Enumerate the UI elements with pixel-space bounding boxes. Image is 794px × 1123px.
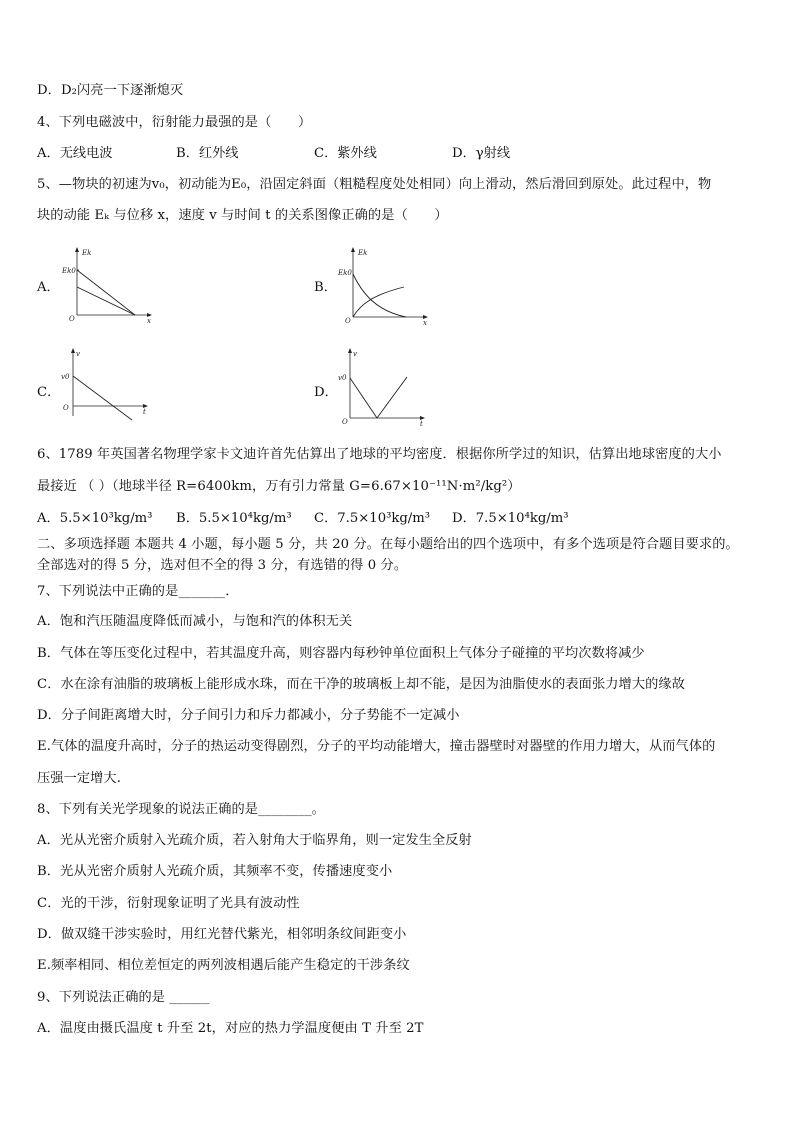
q7-option-a: A．饱和汽压随温度降低而减小，与饱和汽的体积无关 <box>37 614 353 629</box>
graph-b-xlabel: x <box>423 319 427 327</box>
graph-a-ylabel: Ek <box>82 249 92 257</box>
graph-d <box>335 346 435 426</box>
graph-c-ylabel: v <box>76 350 80 358</box>
q6-option-a: A．5.5×10³kg/m³ <box>37 511 153 526</box>
graph-b <box>338 245 438 325</box>
graph-c-xlabel: t <box>143 408 146 416</box>
graph-b-ylabel: Ek <box>358 249 368 257</box>
graph-d-origin: O <box>342 418 348 426</box>
q7-option-c: C．水在涂有油脂的玻璃板上能形成水珠，而在干净的玻璃板上却不能，是因为油脂使水的表面张力增大的缘故 <box>37 677 685 692</box>
section-2-heading-line2: 全部选对的得 5 分，选对但不全的得 3 分，有选错的得 0 分。 <box>37 558 408 573</box>
graph-c-origin: O <box>63 404 69 412</box>
question-9: 9、下列说法正确的是 ______ <box>37 990 210 1005</box>
graph-a-origin: O <box>69 315 75 323</box>
graph-b-origin: O <box>345 317 351 325</box>
question-5-line2: 块的动能 Eₖ 与位移 x，速度 v 与时间 t 的关系图像正确的是（ ） <box>37 208 448 223</box>
graph-c-label: C． <box>37 385 61 400</box>
graph-a-xlabel: x <box>147 317 151 325</box>
q8-option-a: A．光从光密介质射入光疏介质，若入射角大于临界角，则一定发生全反射 <box>37 833 472 848</box>
question-4: 4、下列电磁波中，衍射能力最强的是（ ） <box>37 115 312 130</box>
graph-c-y0: v0 <box>61 373 70 381</box>
q7-option-e-line1: E.气体的温度升高时，分子的热运动变得剧烈，分子的平均动能增大，撞击器壁时对器壁的作用力增大，从而气体的 <box>37 739 716 754</box>
question-6-line2: 最接近 （ ）（地球半径 R=6400km，万有引力常量 G=6.67×10⁻¹¹N·m²/kg²） <box>37 479 521 494</box>
question-5-line1: 5、—物块的初速为v₀，初动能为E₀，沿固定斜面（粗糙程度处处相同）向上滑动，然后滑回到原处。此过程中，物 <box>37 177 712 192</box>
q7-option-d: D．分子间距离增大时，分子间引力和斥力都减小，分子势能不一定减小 <box>37 708 460 723</box>
q7-option-b: B．气体在等压变化过程中，若其温度升高，则容器内每秒钟单位面积上气体分子碰撞的平均次数将减少 <box>37 646 645 661</box>
prev-option-d: D．D₂闪亮一下逐渐熄灭 <box>37 83 184 98</box>
q6-option-b: B．5.5×10⁴kg/m³ <box>176 511 292 526</box>
q8-option-b: B．光从光密介质射人光疏介质，其频率不变，传播速度变小 <box>37 864 393 879</box>
graph-a-label: A． <box>37 280 60 295</box>
q4-option-a: A．无线电波 <box>37 146 113 161</box>
q4-option-b: B．红外线 <box>176 146 239 161</box>
q9-option-a: A．温度由摄氏温度 t 升至 2t，对应的热力学温度便由 T 升至 2T <box>37 1021 424 1036</box>
q7-option-e-line2: 压强一定增大. <box>37 771 122 786</box>
graph-a-y0: Ek0 <box>62 267 76 275</box>
graph-c <box>58 346 158 426</box>
question-8: 8、下列有关光学现象的说法正确的是________。 <box>37 802 325 817</box>
graph-b-y0: Ek0 <box>338 269 352 277</box>
graph-d-ylabel: v <box>353 350 357 358</box>
graph-d-xlabel: t <box>420 420 423 428</box>
graph-b-label: B． <box>314 280 337 295</box>
q4-option-d: D．γ射线 <box>452 146 511 161</box>
question-7: 7、下列说法中正确的是_______． <box>37 584 239 599</box>
graph-d-y0: v0 <box>338 374 347 382</box>
q6-option-d: D．7.5×10⁴kg/m³ <box>452 511 569 526</box>
graph-d-label: D． <box>314 385 338 400</box>
question-6-line1: 6、1789 年英国著名物理学家卡文迪许首先估算出了地球的平均密度．根据你所学过的知识，估算出地球密度的大小 <box>37 447 722 462</box>
q8-option-e: E.频率相同、相位差恒定的两列波相遇后能产生稳定的干涉条纹 <box>37 958 410 973</box>
section-2-heading-line1: 二、多项选择题 本题共 4 小题，每小题 5 分，共 20 分。在每小题给出的四个选项中，有多个选项是符合题目要求的。 <box>37 537 739 552</box>
q8-option-c: C．光的干涉，衍射现象证明了光具有波动性 <box>37 896 300 911</box>
q8-option-d: D．做双缝干涉实验时，用红光替代紫光，相邻明条纹间距变小 <box>37 927 407 942</box>
q6-option-c: C．7.5×10³kg/m³ <box>314 511 431 526</box>
q4-option-c: C．紫外线 <box>314 146 377 161</box>
graph-a <box>62 245 162 325</box>
